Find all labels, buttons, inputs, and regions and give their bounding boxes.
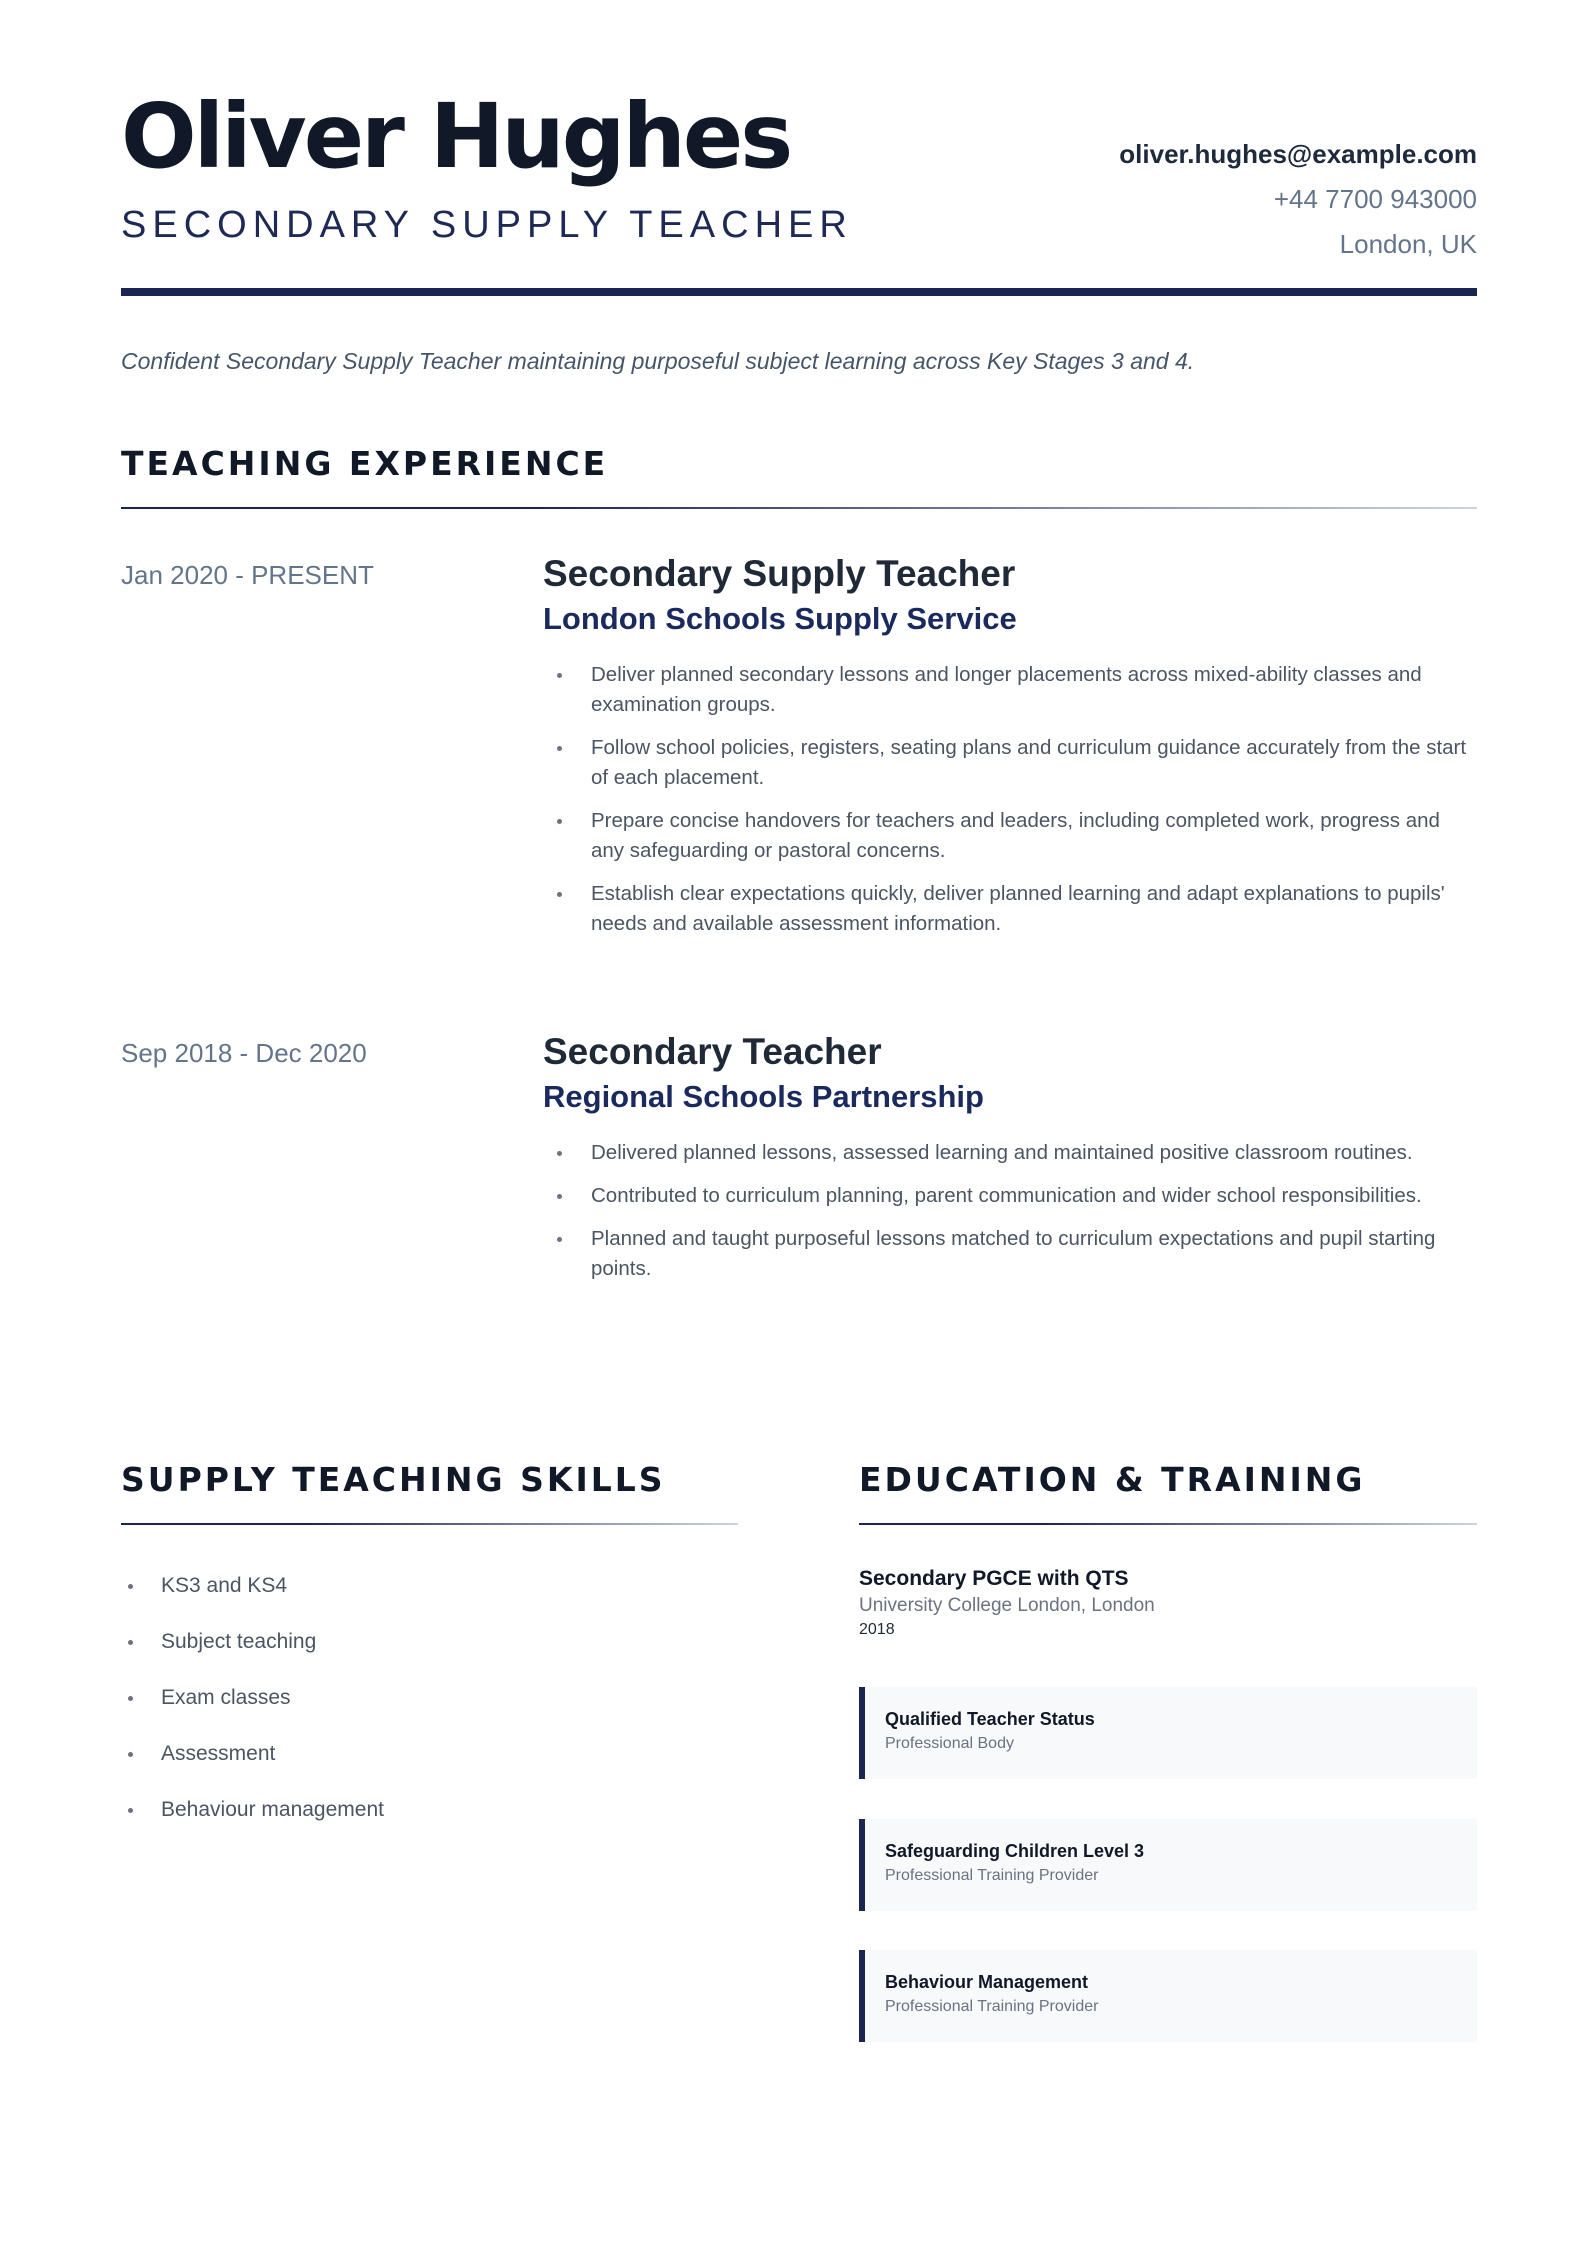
header-divider — [121, 288, 1477, 296]
education-section-divider — [859, 1523, 1477, 1525]
skills-section-divider — [121, 1523, 738, 1525]
job-details — [543, 1030, 1477, 1297]
job-duties-list — [543, 660, 1477, 939]
profile-summary: Confident Secondary Supply Teacher maintaining purposeful subject learning across Key Stages 3 and 4. — [121, 348, 1195, 374]
job-duty: Contributed to curriculum planning, parent communication and wider school responsibilities. — [543, 1181, 1477, 1211]
degree-title: Secondary PGCE with QTS — [859, 1567, 1129, 1590]
job-duty: Follow school policies, registers, seating plans and curriculum guidance accurately from the start of each placement. — [543, 733, 1477, 793]
certification-card — [859, 1687, 1477, 1779]
resume-page — [121, 0, 1477, 2015]
job-duty: Deliver planned secondary lessons and longer placements across mixed-ability classes and examination groups. — [543, 660, 1477, 720]
skill-item: Behaviour management — [121, 1795, 384, 1825]
education-section-title: EDUCATION & TRAINING — [859, 1460, 1366, 1499]
job-details — [543, 552, 1477, 952]
skill-item: Subject teaching — [121, 1627, 384, 1657]
certification-body: Professional Body — [885, 1735, 1014, 1752]
resume-header — [121, 0, 1477, 300]
certification-name: Qualified Teacher Status — [885, 1709, 1095, 1729]
experience-section-title: TEACHING EXPERIENCE — [121, 444, 609, 483]
certification-card — [859, 1950, 1477, 2042]
candidate-name: Oliver Hughes — [121, 84, 791, 188]
job-dates: Sep 2018 - Dec 2020 — [121, 1038, 367, 1068]
experience-section-divider — [121, 507, 1477, 509]
skill-item: Exam classes — [121, 1683, 384, 1713]
contact-phone: +44 7700 943000 — [1273, 184, 1477, 214]
job-organisation: Regional Schools Partnership — [543, 1079, 984, 1115]
job-duty: Establish clear expectations quickly, deliver planned learning and adapt explanations to pupils' needs and available assessment information. — [543, 879, 1477, 939]
certification-card — [859, 1819, 1477, 1911]
job-duties-list — [543, 1138, 1477, 1284]
certification-body: Professional Training Provider — [885, 1998, 1099, 2015]
contact-block — [1119, 132, 1477, 267]
job-title: Secondary Teacher — [543, 1031, 882, 1072]
skill-item: Assessment — [121, 1739, 384, 1769]
degree-year: 2018 — [859, 1621, 895, 1638]
job-duty: Delivered planned lessons, assessed learning and maintained positive classroom routines. — [543, 1138, 1477, 1168]
certification-name: Behaviour Management — [885, 1972, 1089, 1992]
degree-entry — [859, 1567, 1477, 1639]
skills-section-title: SUPPLY TEACHING SKILLS — [121, 1460, 666, 1499]
skills-list — [121, 1571, 384, 1851]
contact-email[interactable]: oliver.hughes@example.com — [1119, 139, 1477, 169]
job-organisation: London Schools Supply Service — [543, 601, 1017, 637]
certification-name: Safeguarding Children Level 3 — [885, 1841, 1145, 1861]
certification-body: Professional Training Provider — [885, 1867, 1099, 1884]
skill-item: KS3 and KS4 — [121, 1571, 384, 1601]
job-dates: Jan 2020 - PRESENT — [121, 560, 374, 590]
candidate-role: SECONDARY SUPPLY TEACHER — [121, 204, 853, 246]
job-title: Secondary Supply Teacher — [543, 553, 1016, 594]
job-duty: Prepare concise handovers for teachers and leaders, including completed work, progress and any safeguarding or pastoral concerns. — [543, 806, 1477, 866]
job-duty: Planned and taught purposeful lessons matched to curriculum expectations and pupil starting points. — [543, 1224, 1477, 1284]
degree-institution: University College London, London — [859, 1595, 1155, 1616]
contact-location: London, UK — [1339, 229, 1477, 259]
